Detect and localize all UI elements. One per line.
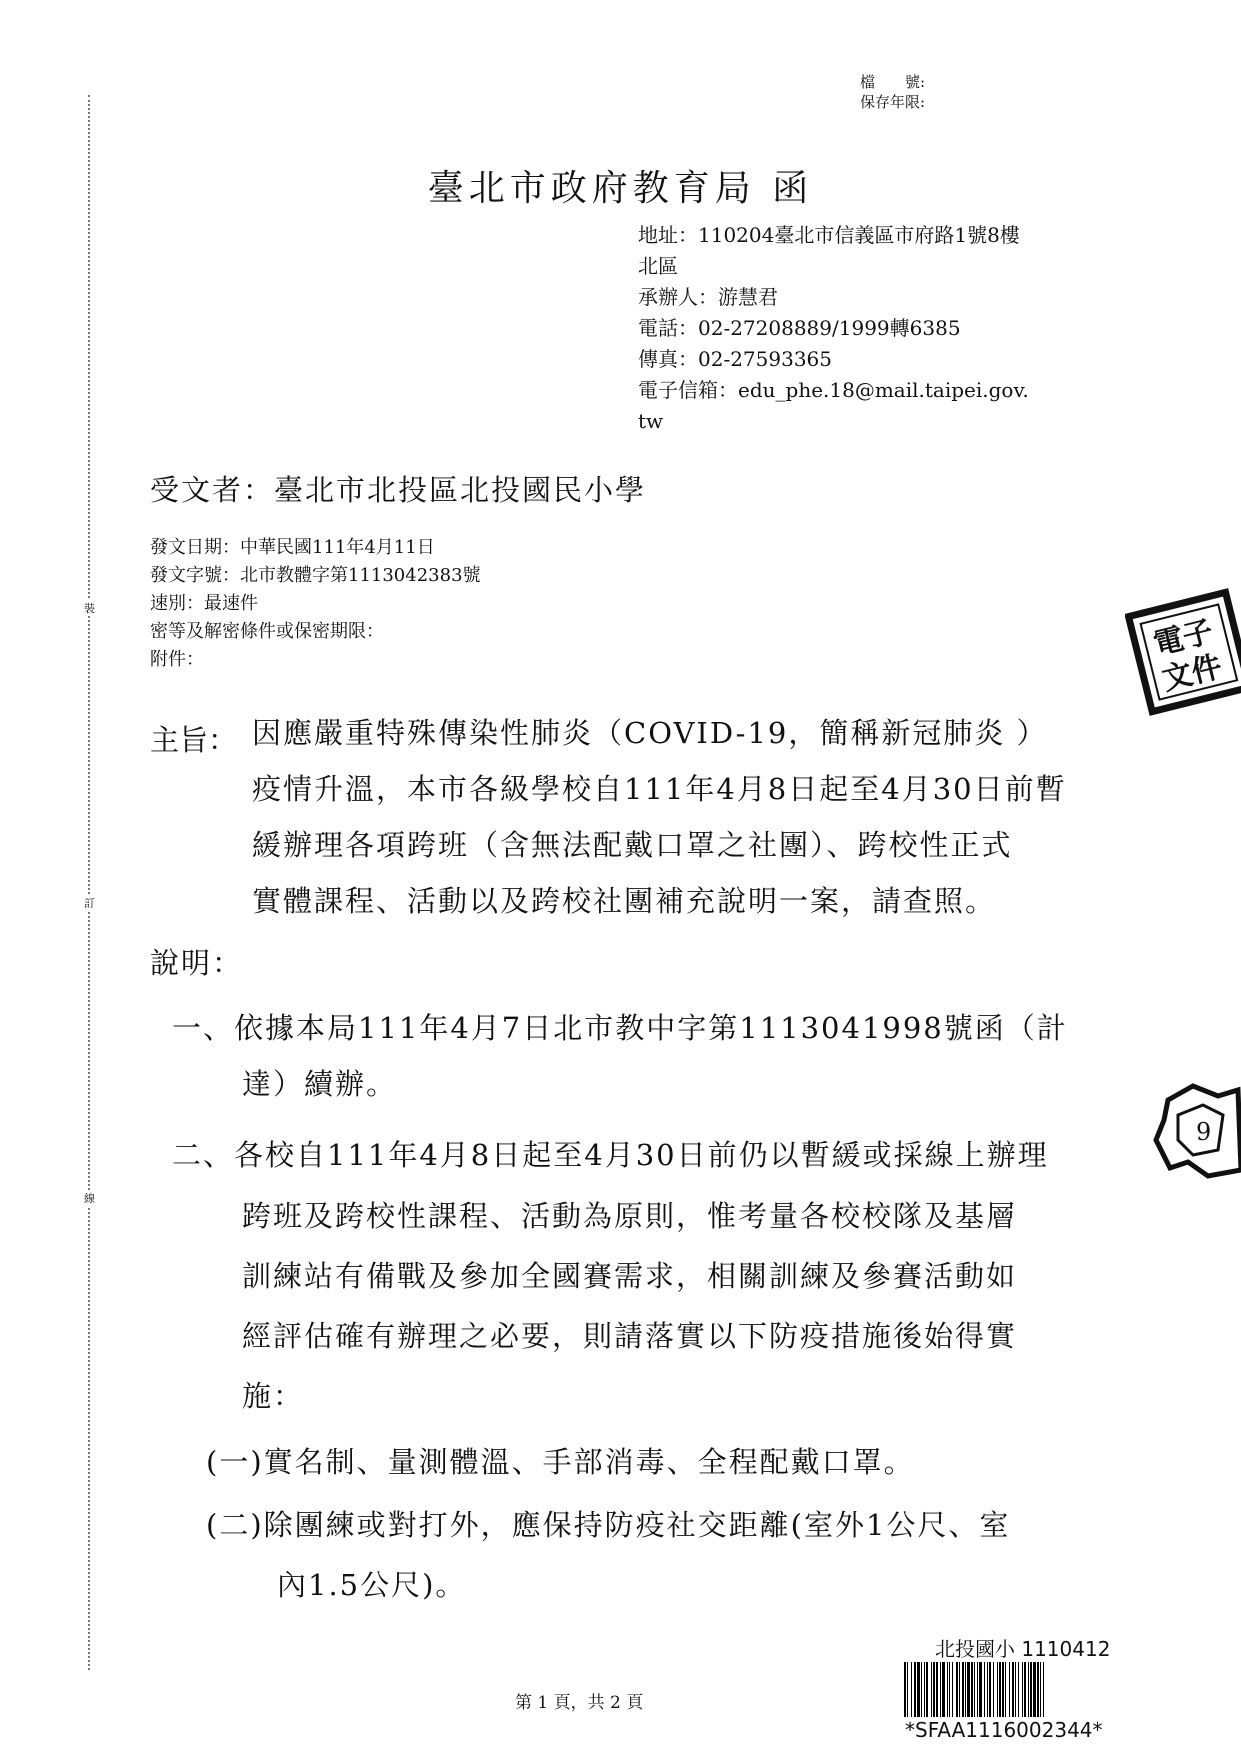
barcode-bar xyxy=(907,1662,908,1717)
barcode-bar xyxy=(952,1662,953,1717)
barcode xyxy=(900,1662,1150,1717)
barcode-bar xyxy=(1043,1662,1044,1717)
binder-mark-zhuang: 裝 xyxy=(84,602,95,615)
phone: 電話：02-27208889/1999轉6385 xyxy=(638,316,961,340)
email-line-1: 電子信箱：edu_phe.18@mail.taipei.gov. xyxy=(638,378,1029,402)
barcode-bar xyxy=(967,1662,970,1717)
item-1-line-1: 一、依據本局111年4月7日北市教中字第1113041998號函（計 xyxy=(172,1011,1068,1045)
barcode-bar xyxy=(931,1662,932,1717)
barcode-bar xyxy=(1028,1662,1029,1717)
sub-item-1: (一)實名制、量測體溫、手部消毒、全程配戴口罩。 xyxy=(206,1445,915,1479)
page-seal-number: 9 xyxy=(1196,1118,1212,1146)
retention-label: 保存年限: xyxy=(860,93,926,111)
handler: 承辦人：游慧君 xyxy=(638,285,778,309)
barcode-bar xyxy=(936,1662,938,1717)
barcode-bar xyxy=(949,1662,950,1717)
barcode-bar xyxy=(921,1662,922,1717)
recipient: 受文者：臺北市北投區北投國民小學 xyxy=(150,473,647,507)
barcode-bar xyxy=(1002,1662,1004,1717)
barcode-bar xyxy=(1018,1662,1019,1717)
electronic-exchange-seal xyxy=(1125,588,1241,718)
file-info xyxy=(860,72,925,112)
barcode-bar xyxy=(947,1662,948,1717)
explanation-label: 說明： xyxy=(150,946,244,980)
barcode-bar xyxy=(1012,1662,1014,1717)
barcode-bar xyxy=(987,1662,988,1717)
barcode-bar xyxy=(1022,1662,1023,1717)
document-meta xyxy=(150,534,481,674)
contact-block xyxy=(638,220,1118,437)
secrecy-level: 密等及解密條件或保密期限： xyxy=(150,621,384,642)
binder-mark-xian: 線 xyxy=(84,1192,95,1205)
item-2-line-4: 經評估確有辦理之必要，則請落實以下防疫措施後始得實 xyxy=(242,1319,1018,1353)
barcode-bar xyxy=(933,1662,935,1717)
barcode-bar xyxy=(924,1662,925,1717)
sub-item-2-line-1: (二)除團練或對打外，應保持防疫社交距離(室外1公尺、室 xyxy=(206,1508,1011,1542)
barcode-bar xyxy=(1037,1662,1039,1717)
barcode-bar xyxy=(917,1662,920,1717)
speed-class: 速別：最速件 xyxy=(150,593,258,614)
barcode-bar xyxy=(1024,1662,1026,1717)
item-2-line-5: 施： xyxy=(242,1379,305,1413)
barcode-bar xyxy=(926,1662,928,1717)
subject-line-2: 疫情升溫，本市各級學校自111年4月8日起至4月30日前暫 xyxy=(252,772,1067,806)
barcode-bar xyxy=(1009,1662,1010,1717)
subject-line-3: 緩辦理各項跨班（含無法配戴口罩之社團）、跨校性正式 xyxy=(252,828,1013,862)
barcode-bar xyxy=(971,1662,973,1717)
barcode-bar xyxy=(1033,1662,1036,1717)
subject-line-4: 實體課程、活動以及跨校社團補充說明一案，請查照。 xyxy=(252,884,997,918)
barcode-bar xyxy=(959,1662,960,1717)
page-number: 第 1 頁，共 2 頁 xyxy=(515,1693,644,1713)
file-number-label: 檔 號: xyxy=(860,73,926,91)
barcode-bar xyxy=(956,1662,958,1717)
barcode-label: 北投國小 1110412 xyxy=(935,1637,1111,1661)
barcode-bar xyxy=(942,1662,945,1717)
sub-item-2-line-2: 內1.5公尺)。 xyxy=(277,1568,467,1602)
barcode-bar xyxy=(984,1662,985,1717)
barcode-bar xyxy=(999,1662,1001,1717)
attachments: 附件： xyxy=(150,649,204,670)
barcode-bar xyxy=(979,1662,982,1717)
item-2-line-2: 跨班及跨校性課程、活動為原則，惟考量各校校隊及基層 xyxy=(242,1199,1018,1233)
item-2-line-1: 二、各校自111年4月8日起至4月30日前仍以暫緩或採線上辦理 xyxy=(172,1138,1049,1172)
barcode-bar xyxy=(965,1662,966,1717)
page-seal xyxy=(1148,1080,1241,1180)
subject-label: 主旨： xyxy=(150,723,238,757)
fax: 傳真：02-27593365 xyxy=(638,347,833,371)
item-2-line-3: 訓練站有備戰及參加全國賽需求，相關訓練及參賽活動如 xyxy=(242,1259,1018,1293)
barcode-bar xyxy=(1005,1662,1006,1717)
barcode-bar xyxy=(977,1662,978,1717)
barcode-bar xyxy=(1030,1662,1032,1717)
barcode-bar xyxy=(911,1662,912,1717)
barcode-bar xyxy=(1015,1662,1016,1717)
barcode-bar xyxy=(962,1662,964,1717)
barcode-bar xyxy=(997,1662,998,1717)
barcode-bar xyxy=(914,1662,916,1717)
binding-margin-line xyxy=(88,95,96,1670)
barcode-text: *SFAA1116002344* xyxy=(905,1718,1103,1742)
svg-text:電子: 電子 xyxy=(1150,614,1217,663)
barcode-bar xyxy=(993,1662,994,1717)
address-line-1: 地址：110204臺北市信義區市府路1號8樓 xyxy=(638,223,1020,247)
binder-mark-ding: 訂 xyxy=(84,897,95,910)
issue-date: 發文日期：中華民國111年4月11日 xyxy=(150,537,435,558)
email-line-2: tw xyxy=(638,409,664,433)
document-title: 臺北市政府教育局 函 xyxy=(427,168,814,209)
barcode-bar xyxy=(940,1662,941,1717)
barcode-bar xyxy=(904,1662,906,1717)
subject-line-1: 因應嚴重特殊傳染性肺炎（COVID-19，簡稱新冠肺炎 ） xyxy=(252,716,1048,750)
barcode-bar xyxy=(1040,1662,1041,1717)
barcode-bar xyxy=(974,1662,975,1717)
svg-text:文件: 文件 xyxy=(1158,649,1226,698)
barcode-bar xyxy=(989,1662,991,1717)
item-1-line-2: 達）續辦。 xyxy=(242,1067,398,1101)
address-line-2: 北區 xyxy=(638,254,678,278)
document-number: 發文字號：北市教體字第1113042383號 xyxy=(150,565,481,586)
